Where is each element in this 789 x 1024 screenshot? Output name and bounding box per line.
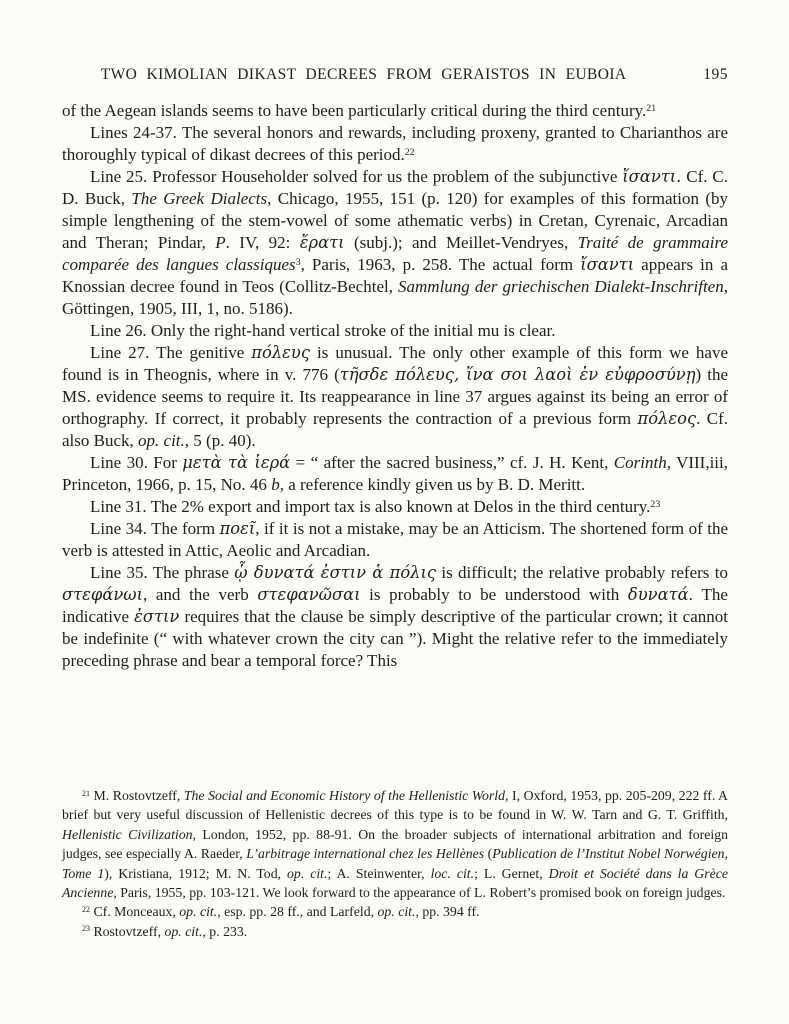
paragraph (62, 562, 728, 672)
text-run: Line 26. Only the right-hand vertical stroke of the initial mu is clear. (90, 321, 556, 340)
italic-text-run: op. cit. (179, 904, 218, 920)
greek-text-run: ποεῖ (219, 519, 256, 538)
text-run: , London, 1952, pp. 88-91. On the broader subjects of international arbitration and foreign judges, see especially A. Raeder, (62, 826, 729, 862)
italic-text-run: loc. cit. (430, 865, 475, 881)
paragraph (62, 496, 728, 518)
page-number: 195 (703, 66, 728, 83)
text-run: = “ after the sacred business,” cf. J. H. Kent, (290, 453, 614, 472)
text-run: , Göttingen, 1905, III, 1, no. 5186). (62, 277, 729, 318)
italic-text-run: op. cit. (377, 904, 416, 920)
italic-text-run: Publication de l’Institut Nobel Norwégien, Tome 1 (62, 846, 729, 881)
italic-text-run: The Greek Dialects (131, 189, 268, 208)
italic-text-run: op. cit. (287, 865, 328, 881)
text-run: Line 35. The phrase (90, 563, 235, 582)
paragraph (62, 342, 728, 452)
footnote-marker: 21 (646, 102, 657, 114)
greek-text-run: στεφάνωι (62, 585, 143, 604)
greek-text-run: τῆσδε πόλευς, ἵνα σοι λαοὶ ἐν εὐφροσύνῃ (339, 365, 696, 384)
text-run: , esp. pp. 28 ff., and Larfeld, (217, 904, 378, 920)
greek-text-run: ἔρατι (299, 233, 345, 252)
italic-text-run: The Social and Economic History of the Hellenistic World, (183, 788, 509, 803)
footnote (62, 786, 728, 902)
text-run: is difficult; the relative probably refers to (436, 563, 728, 582)
text-run: I, Oxford, 1953, pp. 205-209, 222 ff. A brief but very useful discussion of Hellenistic decrees of this type is to be found in W. W. Tarn and G. T. Griffith, (62, 788, 728, 823)
paragraph (62, 452, 728, 496)
paragraph (62, 320, 728, 342)
italic-text-run: L’arbitrage international chez les Hellènes (246, 846, 485, 862)
text-run: (subj.); and Meillet-Vendryes, (344, 233, 578, 252)
text-run: is unusual. The only other example of this form we have found is in Theognis, where in v. 776 ( (62, 343, 728, 384)
text-run: ) the MS. evidence seems to require it. Its reappearance in line 37 argues against its being an error of orthography. If correct, it probably represents the contraction of a previous form (62, 365, 728, 428)
footnote-marker: 23 (650, 498, 661, 510)
italic-text-run: Droit et Société dans la Grèce Ancienne (62, 865, 729, 901)
text-run: of the Aegean islands seems to have been particularly critical during the third century. (62, 101, 647, 120)
text-run: Cf. C. D. Buck, (62, 167, 728, 208)
text-run: requires that the clause be simply descriptive of the particular crown; it cannot be indefinite (“ with whatever crown the city can ”). Might the relative refer to the immediately preceding phrase and bear a temporal force? This (62, 607, 728, 670)
text-run: . The indicative (62, 585, 728, 626)
text-run: , pp. 394 ff. (415, 904, 480, 920)
footnote-marker: 3 (295, 256, 301, 268)
paragraph (62, 518, 728, 562)
text-run: Lines 24-37. The several honors and rewards, including proxeny, granted to Charianthos are thoroughly typical of dikast decrees of this period. (62, 123, 728, 164)
article-title: TWO KIMOLIAN DIKAST DECREES FROM GERAISTOS IN EUBOIA (100, 66, 627, 83)
footnote (62, 922, 728, 941)
footnote-marker: 22 (404, 146, 415, 158)
greek-text-run: ᾧ δυνατά ἐστιν ἁ πόλις (234, 563, 437, 582)
greek-text-run: ἴσαντι (580, 255, 635, 274)
greek-text-run: πόλεος (637, 409, 697, 428)
text-run: ( (484, 846, 493, 862)
italic-text-run: Traité de grammaire comparée des langues classiques (62, 233, 728, 274)
greek-text-run: μετὰ τὰ ἱερά (182, 453, 291, 472)
text-run: , a reference kindly given us by B. D. Meritt. (279, 475, 586, 494)
footnote (62, 902, 728, 921)
footnote-marker: 21 (82, 788, 90, 798)
text-run: . IV, 92: (225, 233, 300, 252)
text-run: is probably to be understood with (360, 585, 628, 604)
text-run: VIII,iii, Princeton, 1966, p. 15, No. 46 (62, 453, 728, 494)
text-run: Line 27. The genitive (90, 343, 252, 362)
text-run: , p. 233. (202, 923, 248, 939)
text-run: , Chicago, 1955, 151 (p. 120) for examples of this formation (by simple lengthening of the stem-vowel of some athematic verbs) in Cretan, Cyrenaic, Arcadian and Theran; Pindar, (62, 189, 728, 252)
greek-text-run: δυνατά (627, 585, 689, 604)
text-run: , if it is not a mistake, may be an Atticism. The shortened form of the verb is attested in Attic, Aeolic and Arcadian. (62, 519, 728, 560)
text-run: appears in a Knossian decree found in Teos (Collitz-Bechtel, (62, 255, 728, 296)
greek-text-run: στεφανῶσαι (257, 585, 361, 604)
italic-text-run: b (271, 475, 280, 494)
italic-text-run: P (215, 233, 226, 252)
text-run: Line 34. The form (90, 519, 220, 538)
greek-text-run: ἴσαντι. (622, 167, 682, 186)
italic-text-run: op. cit. (164, 923, 203, 939)
italic-text-run: Corinth, (613, 453, 671, 472)
text-run: ; L. Gernet, (474, 865, 549, 881)
paragraph (62, 122, 728, 166)
body-paragraphs (62, 100, 728, 672)
text-run: Cf. Monceaux, (90, 904, 180, 920)
text-run: Line 31. The 2% export and import tax is also known at Delos in the third century. (90, 497, 651, 516)
footnote-marker: 23 (82, 924, 90, 934)
text-run: ; A. Steinwenter, (327, 865, 431, 881)
paragraph (62, 100, 728, 122)
italic-text-run: Hellenistic Civilization (62, 826, 193, 842)
text-run: , Paris, 1963, p. 258. The actual form (300, 255, 581, 274)
text-run: , 5 (p. 40). (184, 431, 256, 450)
text-run: , Paris, 1955, pp. 103-121. We look forward to the appearance of L. Robert’s promised book on foreign judges. (113, 885, 726, 901)
text-run: Line 25. Professor Householder solved for us the problem of the subjunctive (90, 167, 623, 186)
text-run: Line 30. For (90, 453, 183, 472)
paragraph (62, 166, 728, 320)
footnote-marker: 22 (82, 905, 90, 915)
text-run: . Cf. also Buck, (62, 409, 729, 450)
text-run: M. Rostovtzeff, (90, 788, 184, 803)
greek-text-run: ἐστιν (134, 607, 180, 626)
text-run: , and the verb (142, 585, 258, 604)
running-head (62, 66, 728, 84)
italic-text-run: op. cit. (138, 431, 185, 450)
text-run: Rostovtzeff, (90, 923, 165, 939)
italic-text-run: Sammlung der griechischen Dialekt-Inschriften (398, 277, 724, 296)
text-run: ), Kristiana, 1912; M. N. Tod, (104, 865, 288, 881)
greek-text-run: πόλευς (251, 343, 310, 362)
footnote-list (62, 786, 728, 941)
